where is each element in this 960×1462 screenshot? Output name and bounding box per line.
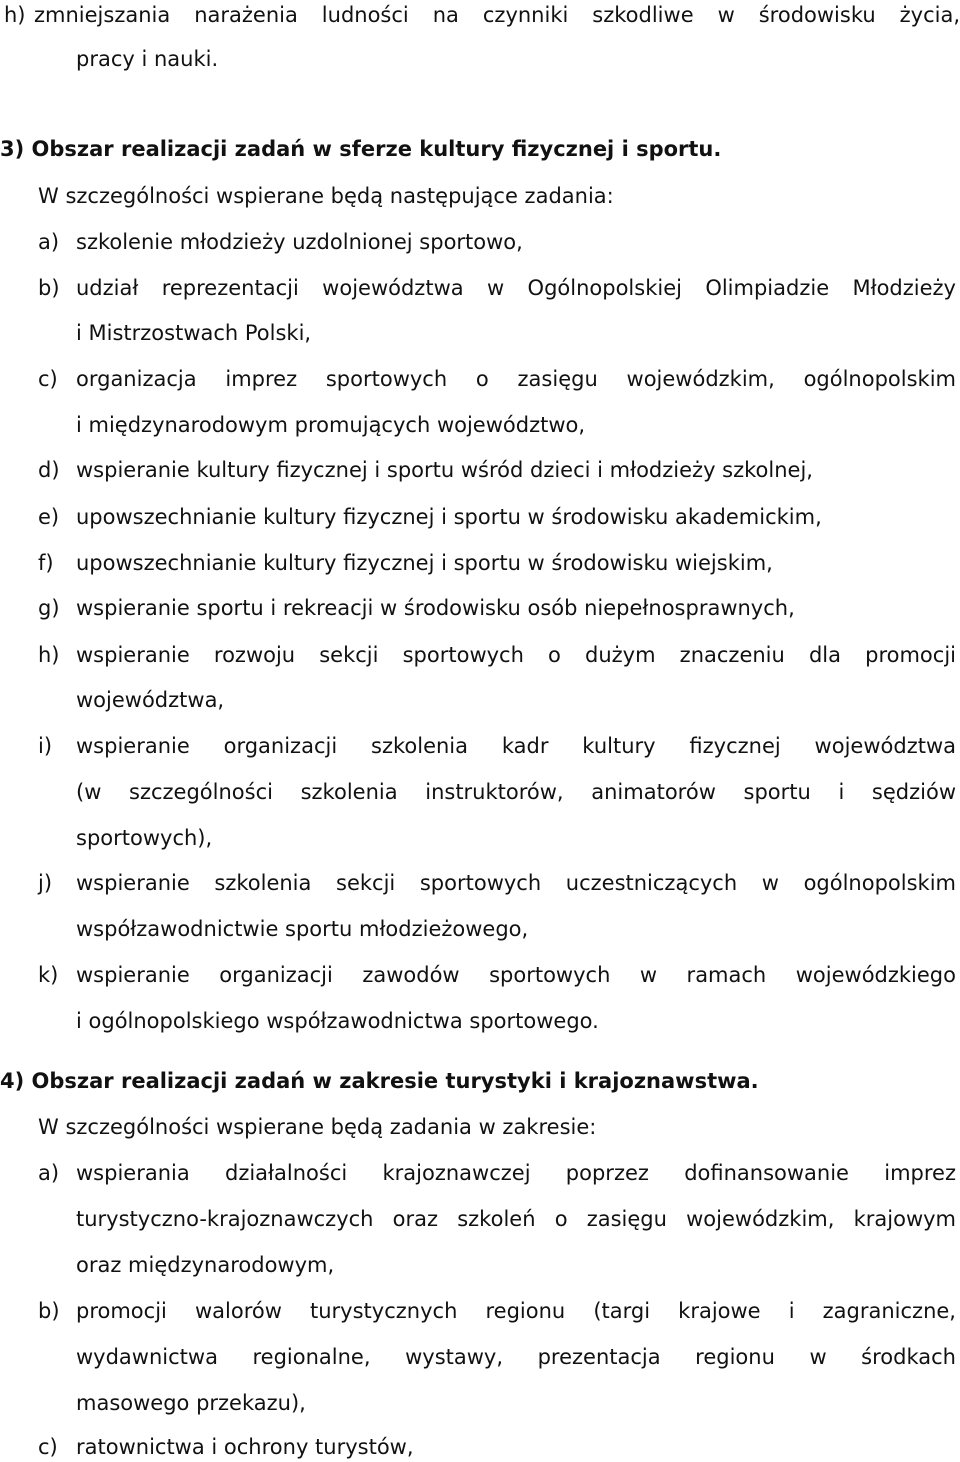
item-text: wspieranie organizacji zawodów sportowych w ramach wojewódzkiego: [76, 963, 956, 987]
list-item-continuation: [0, 1388, 960, 1418]
item-marker: f): [38, 551, 54, 575]
item-marker: e): [38, 505, 60, 529]
item-marker: k): [38, 963, 59, 987]
item-text: (w szczególności szkolenia instruktorów, animatorów sportu i sędziów: [76, 780, 956, 804]
list-item: [0, 1296, 960, 1326]
item-text: województwa,: [76, 688, 225, 712]
section-4-heading: 4) Obszar realizacji zadań w zakresie turystyki i krajoznawstwa.: [0, 1069, 759, 1093]
item-text: upowszechnianie kultury fizycznej i sportu w środowisku wiejskim,: [76, 551, 773, 575]
item-marker: b): [38, 276, 60, 300]
list-item: [0, 502, 960, 532]
list-item-continuation: [0, 318, 960, 348]
section-3-intro: W szczególności wspierane będą następujące zadania:: [38, 184, 614, 208]
list-item: [0, 640, 960, 670]
item-text: wspieranie organizacji szkolenia kadr kultury fizycznej województwa: [76, 734, 956, 758]
list-item: [0, 1158, 960, 1188]
list-item: [0, 1432, 960, 1462]
list-item: [0, 731, 960, 761]
list-item-continuation: [0, 1204, 960, 1234]
item-text: udział reprezentacji województwa w Ogólnopolskiej Olimpiadzie Młodzieży: [76, 276, 956, 300]
item-marker: h): [4, 3, 26, 27]
list-item-continuation: [0, 777, 960, 807]
item-marker: c): [38, 367, 58, 391]
item-text: i międzynarodowym promujących województwo,: [76, 413, 586, 437]
section-heading: [0, 1066, 960, 1096]
item-text: wspierania działalności krajoznawczej poprzez dofinansowanie imprez: [76, 1161, 956, 1185]
list-item-continuation: [0, 1250, 960, 1280]
item-text: organizacja imprez sportowych o zasięgu wojewódzkim, ogólnopolskim: [76, 367, 956, 391]
section-heading: [0, 134, 960, 164]
item-text: wspieranie sportu i rekreacji w środowisku osób niepełnosprawnych,: [76, 596, 795, 620]
list-item-continuation: [0, 410, 960, 440]
item-text: i ogólnopolskiego współzawodnictwa sportowego.: [76, 1009, 599, 1033]
item-text: sportowych),: [76, 826, 213, 850]
list-item-continuation: [0, 823, 960, 853]
item-marker: h): [38, 643, 60, 667]
item-text: wydawnictwa regionalne, wystawy, prezentacja regionu w środkach: [76, 1345, 956, 1369]
item-marker: a): [38, 230, 60, 254]
item-marker: i): [38, 734, 53, 758]
section-4-intro: W szczególności wspierane będą zadania w zakresie:: [38, 1115, 597, 1139]
list-item: [0, 273, 960, 303]
section-intro: [0, 181, 960, 211]
list-item: [0, 868, 960, 898]
item-text: promocji walorów turystycznych regionu (targi krajowe i zagraniczne,: [76, 1299, 956, 1323]
list-item: [0, 227, 960, 257]
item-text: oraz międzynarodowym,: [76, 1253, 335, 1277]
item-marker: g): [38, 596, 60, 620]
list-item: [0, 960, 960, 990]
item-marker: b): [38, 1299, 60, 1323]
item-text: i Mistrzostwach Polski,: [76, 321, 312, 345]
item-text: turystyczno-krajoznawczych oraz szkoleń o zasięgu wojewódzkim, krajowym: [76, 1207, 956, 1231]
item-text: wspieranie kultury fizycznej i sportu wśród dzieci i młodzieży szkolnej,: [76, 458, 813, 482]
item-text: wspieranie rozwoju sekcji sportowych o dużym znaczeniu dla promocji: [76, 643, 956, 667]
item-text: zmniejszania narażenia ludności na czynniki szkodliwe w środowisku życia,: [34, 3, 960, 27]
list-item: [0, 593, 960, 623]
list-item-continuation: [0, 914, 960, 944]
item-text: masowego przekazu),: [76, 1391, 306, 1415]
list-item: [0, 548, 960, 578]
list-item: [0, 364, 960, 394]
item-marker: j): [38, 871, 53, 895]
item-text: wspieranie szkolenia sekcji sportowych uczestniczących w ogólnopolskim: [76, 871, 956, 895]
list-item-continuation: [0, 685, 960, 715]
item-text: szkolenie młodzieży uzdolnionej sportowo,: [76, 230, 523, 254]
item-text: upowszechnianie kultury fizycznej i sportu w środowisku akademickim,: [76, 505, 822, 529]
item-text: współzawodnictwie sportu młodzieżowego,: [76, 917, 529, 941]
item-marker: c): [38, 1435, 58, 1459]
item-marker: a): [38, 1161, 60, 1185]
item-text: pracy i nauki.: [76, 47, 219, 71]
section-intro: [0, 1112, 960, 1142]
list-item-continuation: [0, 1342, 960, 1372]
section-3-heading: 3) Obszar realizacji zadań w sferze kultury fizycznej i sportu.: [0, 137, 722, 161]
list-item: [0, 455, 960, 485]
item-marker: d): [38, 458, 60, 482]
list-item-continuation: [0, 44, 960, 74]
list-item-continuation: [0, 1006, 960, 1036]
list-item-prev-h: [0, 0, 960, 30]
item-text: ratownictwa i ochrony turystów,: [76, 1435, 414, 1459]
